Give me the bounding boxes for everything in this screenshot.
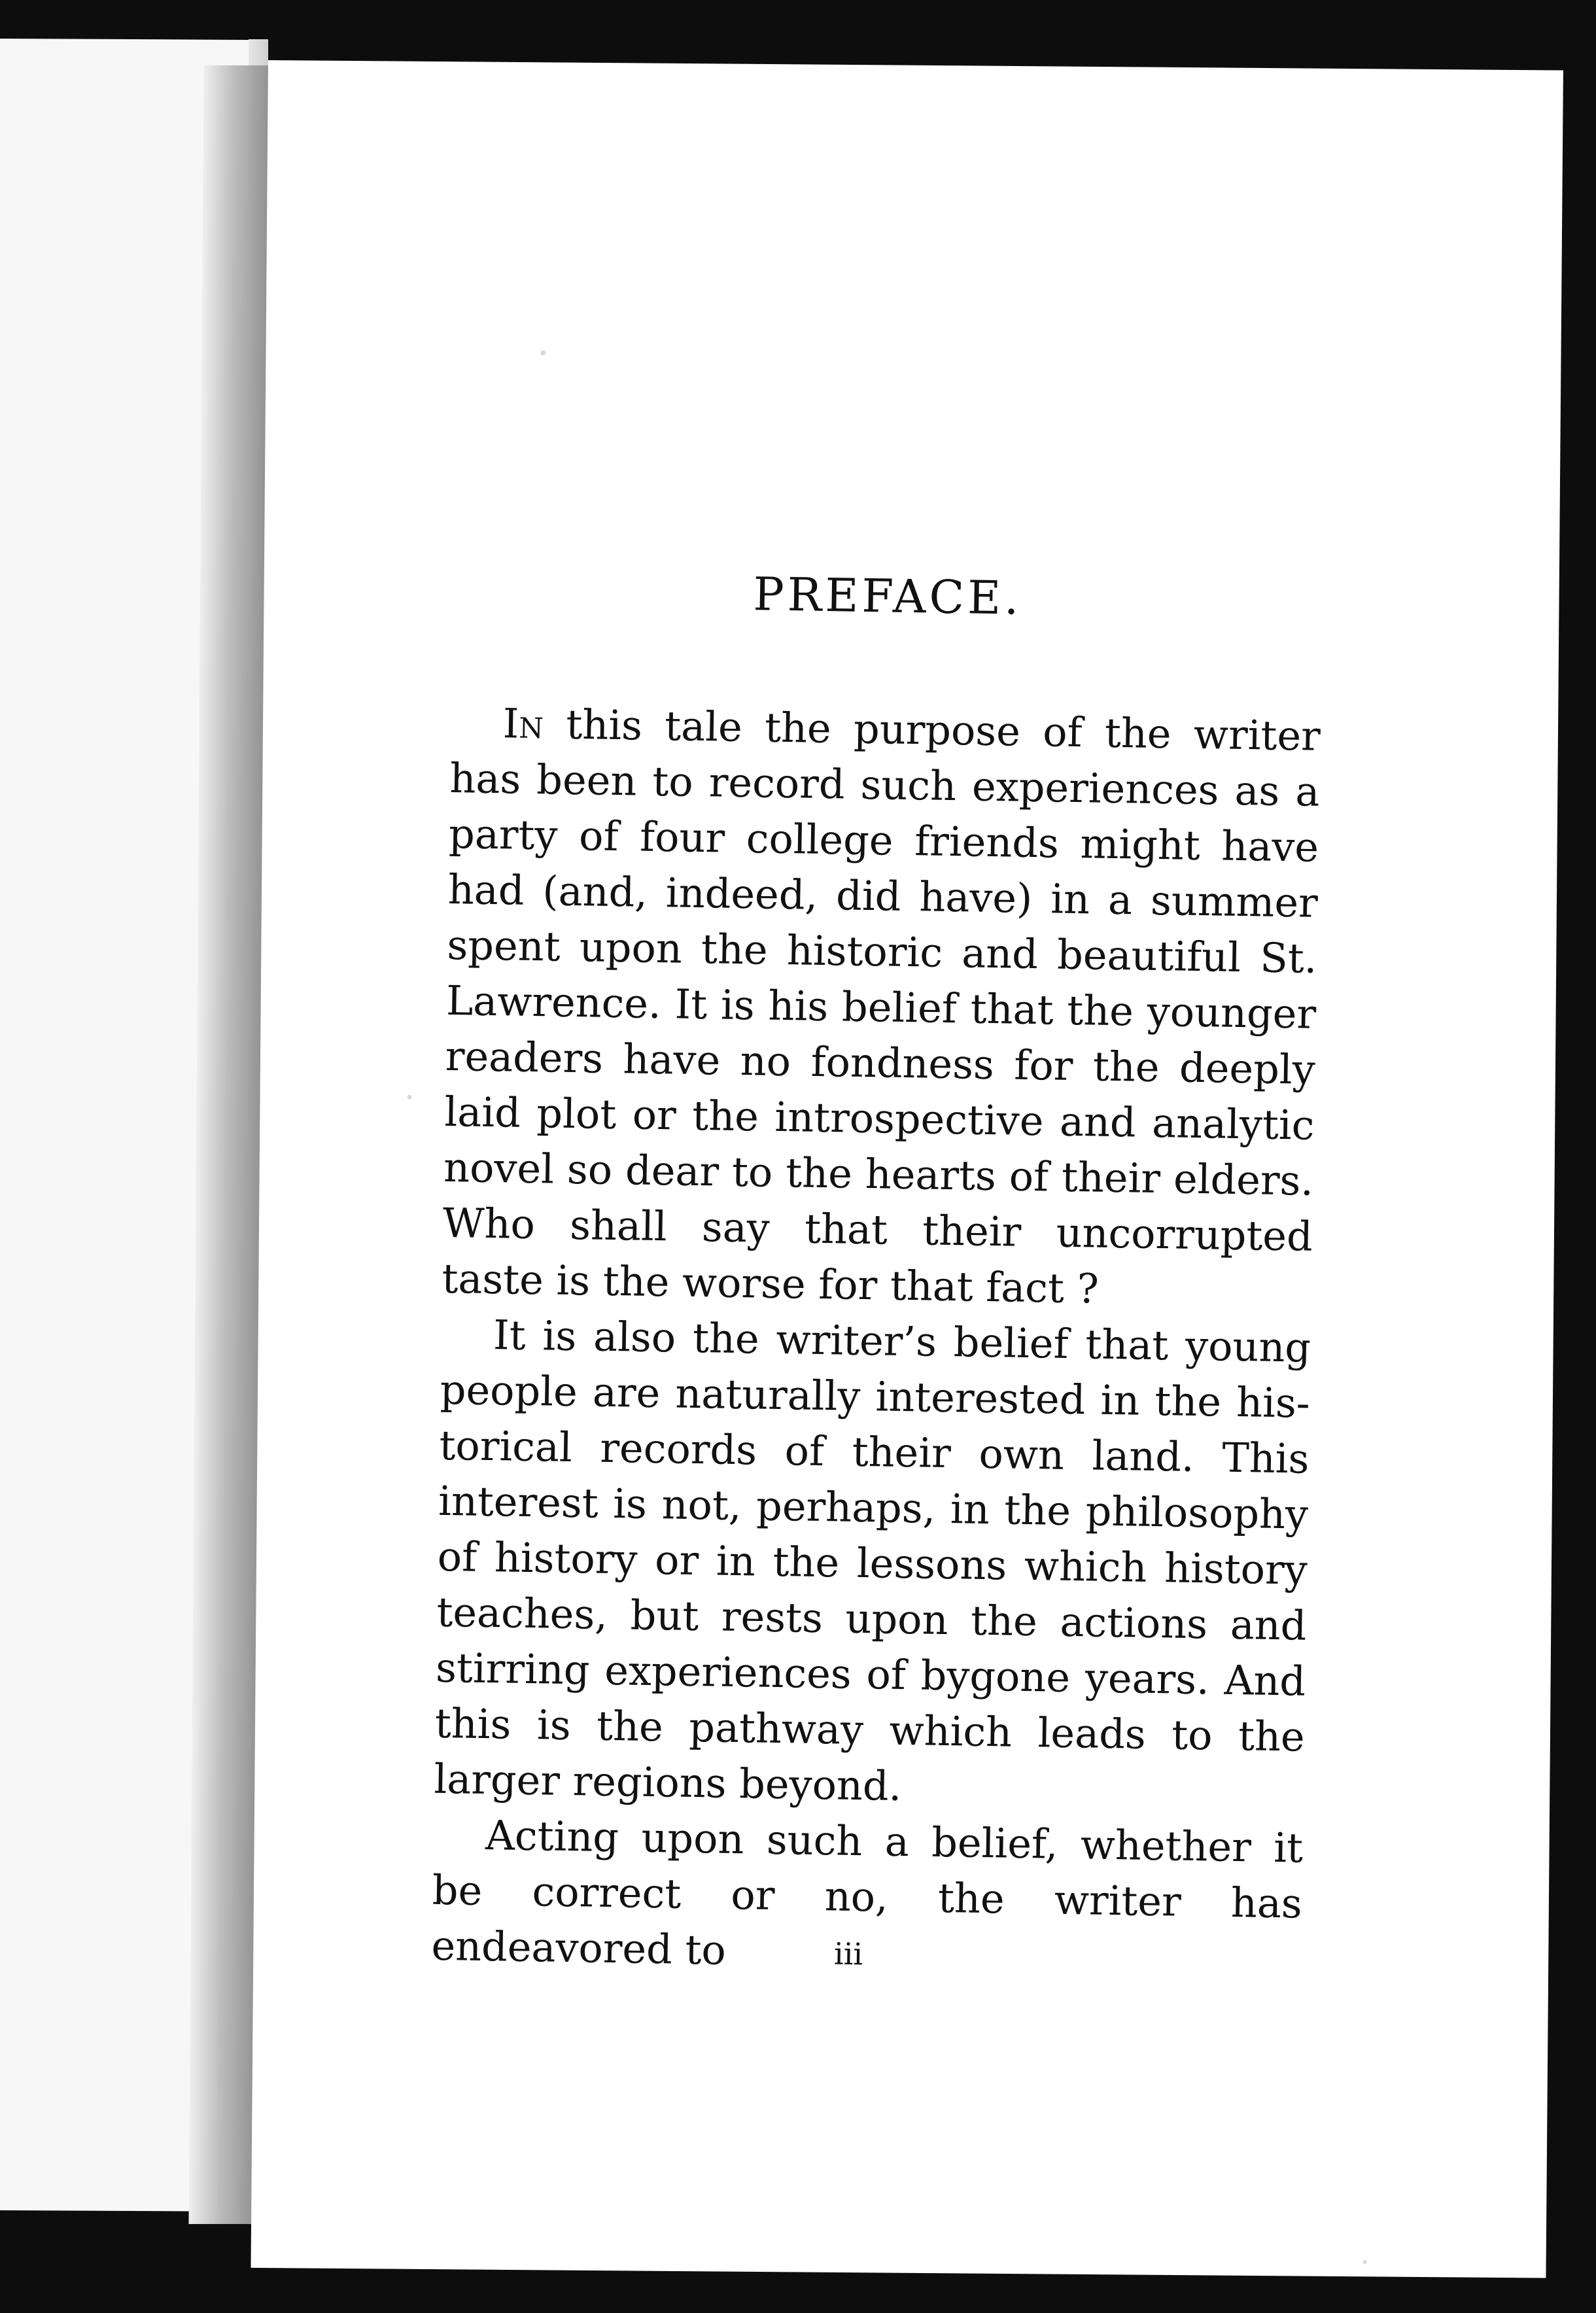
paragraph-1-lead: In [502, 699, 544, 748]
paragraph-2: It is also the writer’s belief that young people are naturally interested in the his- torical records of their own land. This interest is not, perhaps, in the philosophy of history or in the lessons which history teaches, but rests upon the actions and stirring experiences of bygone years. And this is the pathway which leads to the larger regions beyond. [433, 1311, 1311, 1811]
paper-speck [1363, 2260, 1367, 2264]
paper-speck [540, 350, 546, 355]
preface-text-block [430, 567, 1321, 1987]
paragraph-1 [442, 695, 1321, 1320]
page-number: iii [833, 1936, 863, 1972]
paragraph-3: Acting upon such a belief, whether it be correct or no, the writer has endeavored to [430, 1811, 1304, 1974]
paper-speck [408, 1095, 412, 1100]
page-title: PREFACE. [752, 567, 1023, 625]
paragraph-1-text: this tale the purpose of the writer has been to record such experiences as a party of four college friends might have had (and, indeed, did have) in a summer spent upon the historic and beautiful St. Lawrence. It is his belief that the younger readers have no fondness for the deeply laid plot or the introspective and analytic novel so dear to the hearts of their elders. Who shall say that their uncorrupted taste is the worse for that fact ? [441, 700, 1321, 1313]
